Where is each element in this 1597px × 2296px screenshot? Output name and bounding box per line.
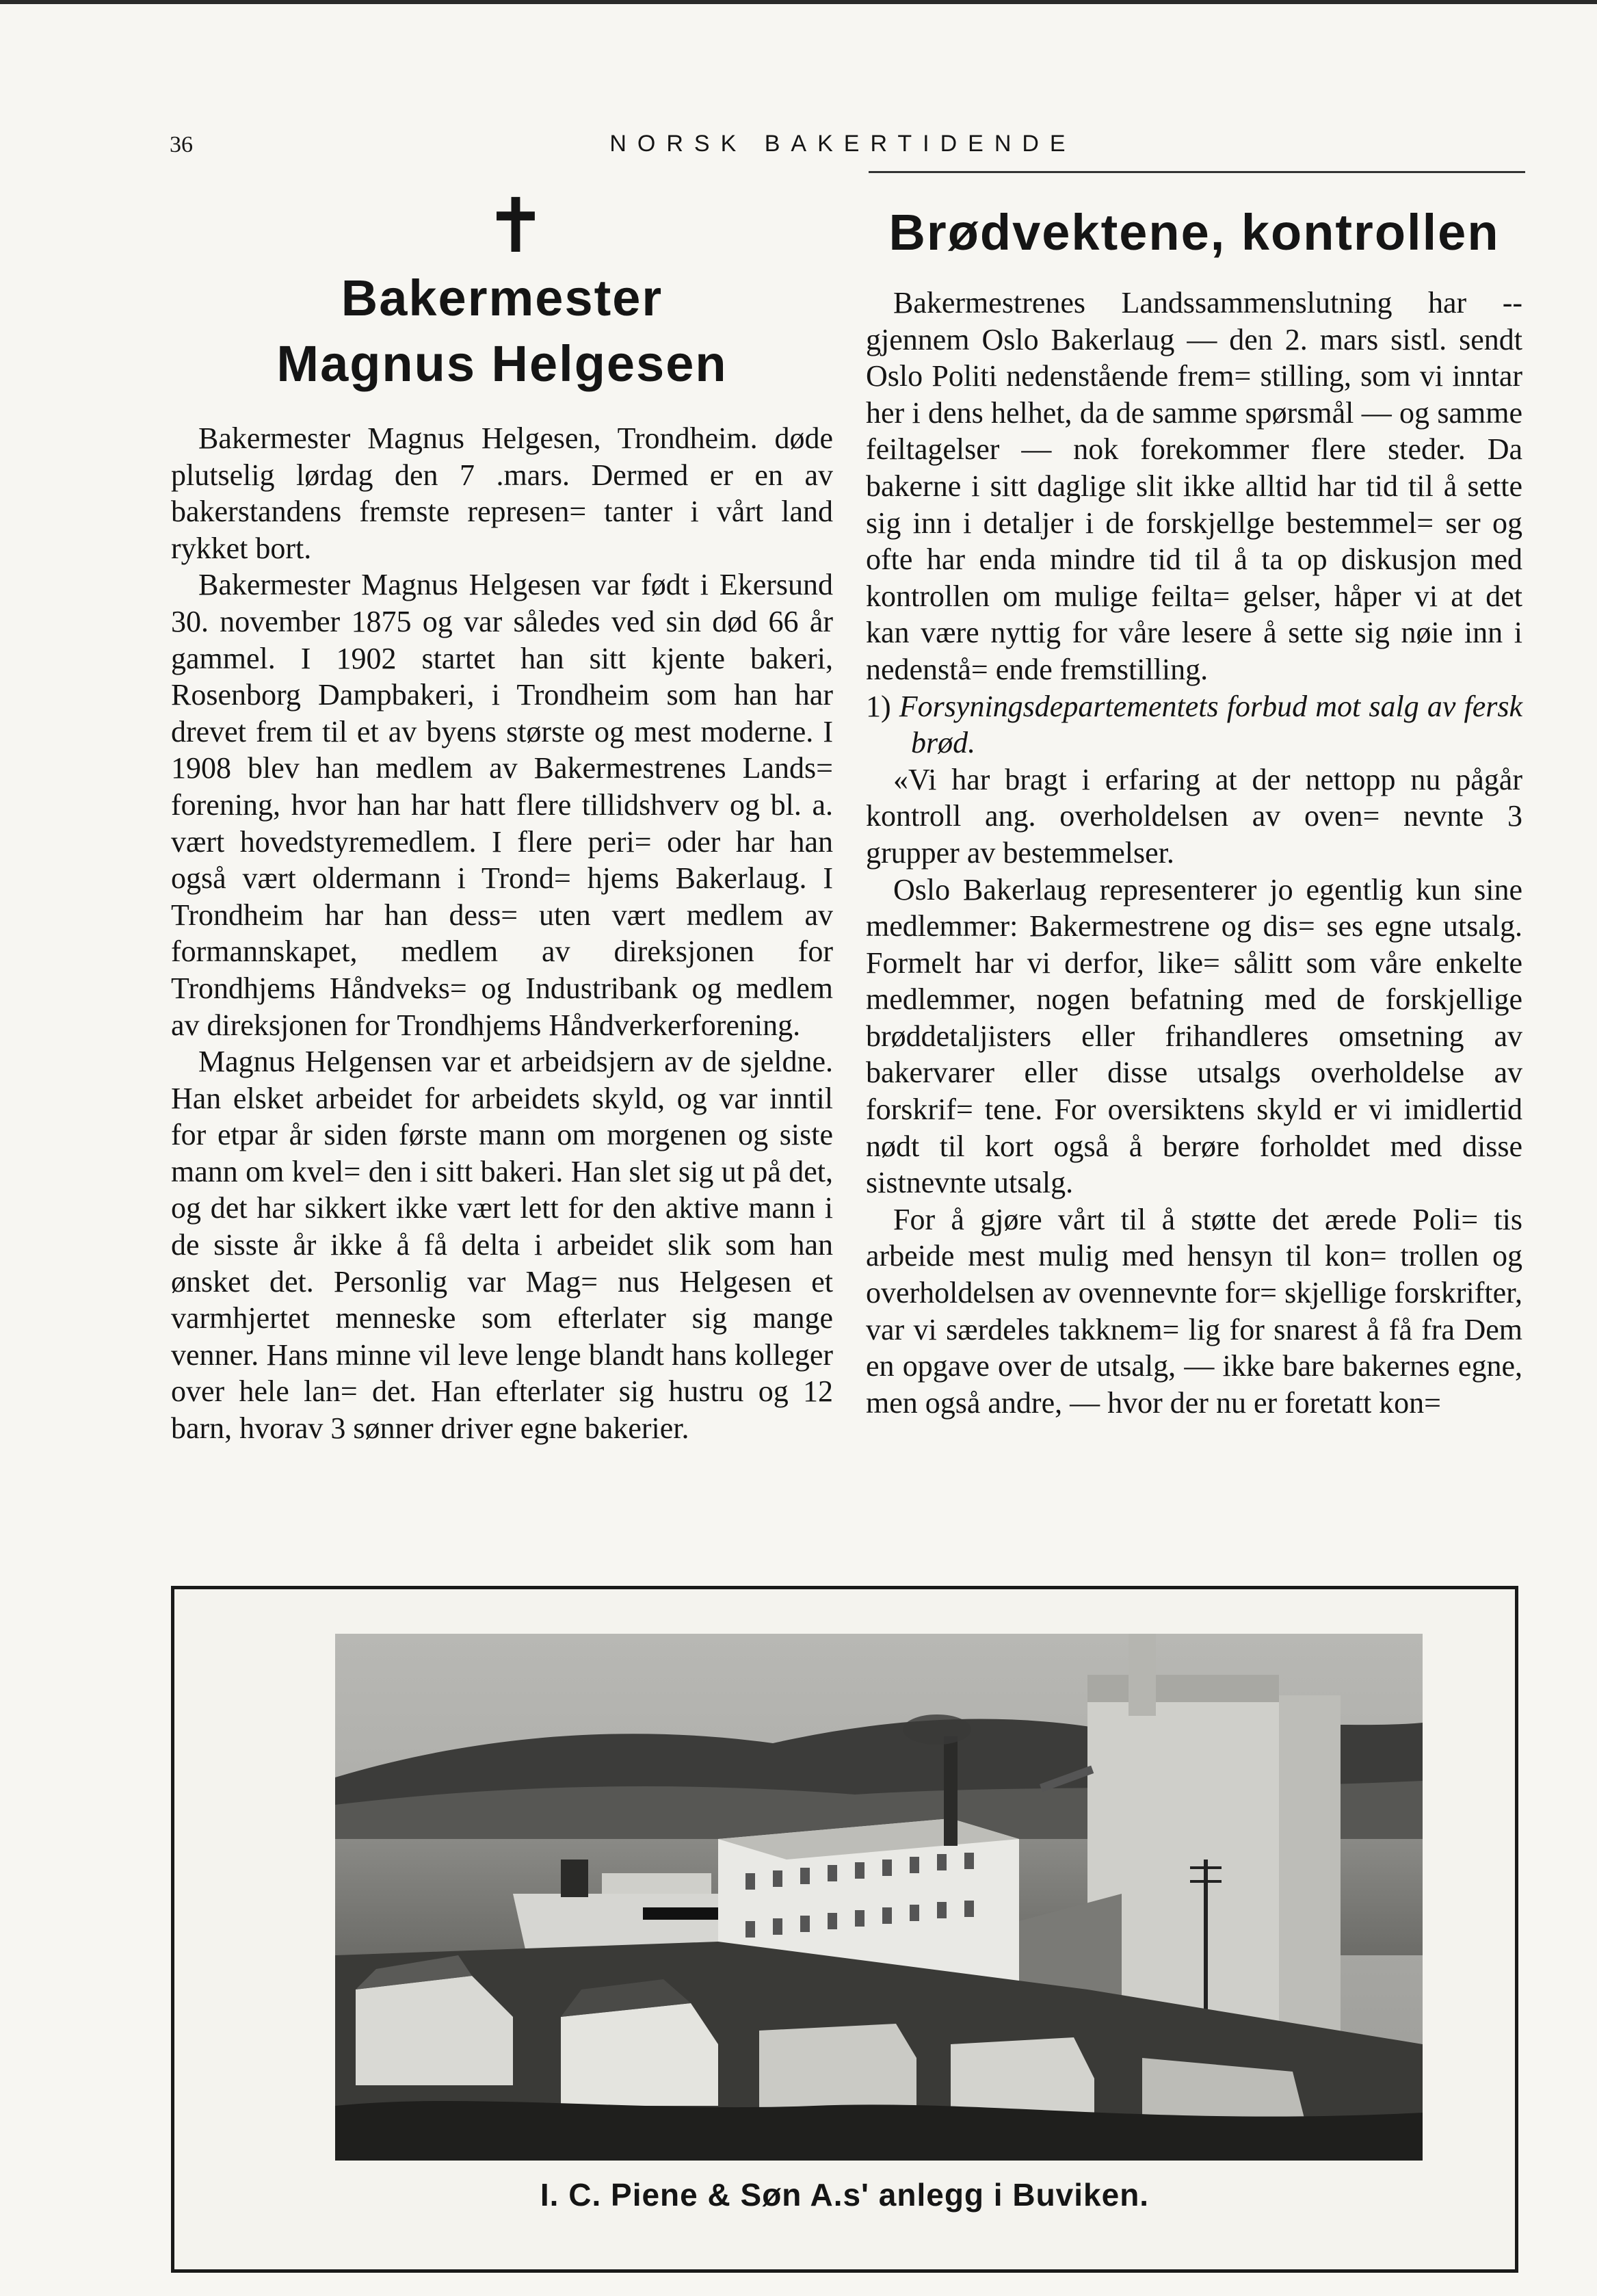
obituary-paragraph: Bakermester Magnus Helgesen var født i Ekersund 30. november 1875 og var således ved sin død 66 år gammel. I 1902 startet han sitt kjente bakeri, Rosenborg Dampbakeri, i Trondheim som han har drevet frem til et av byens største og mest moderne. I 1908 blev han medlem av Bakermestrenes Lands= forening, hvor han har hatt flere tillidshverv og bl. a. vært hovedstyremedlem. I flere peri= oder har han også vært oldermann i Trond= hjems Bakerlaug. I Trondheim har han dess= uten vært medlem av formannskapet, medlem av direksjonen for Trondhjems Håndveks= og Industribank og medlem av direksjonen for Trondhjems Håndverkerforening. [171, 568, 833, 1042]
page-header [164, 127, 1522, 168]
article-intro: Bakermestrenes Landssammenslutning har -- gjennem Oslo Bakerlaug — den 2. mars sistl. sendt Oslo Politi nedenstående frem= stilling, som vi inntar her i dens helhet, da de samme spørsmål — og samme feiltagelser — nok forekommer flere steder. Da bakerne i sitt daglige slit ikke alltid har tid til å sette sig inn i detaljer i de forskjellge bestemmel= ser og ofte har enda mindre tid til å ta op diskusjon med kontrollen om mulige feilta= gelser, håper vi at det kan være nyttig for våre lesere å sette sig nøie inn i nedenstå= ende fremstilling. [866, 286, 1522, 686]
article-title: Brødvektene, kontrollen [888, 204, 1500, 261]
factory-photo-illustration [335, 1634, 1423, 2161]
item-title: Forsyningsdepartementets forbud mot salg av fersk brød. [899, 689, 1523, 760]
article-column [866, 192, 1522, 1421]
obituary-paragraph: Magnus Helgensen var et arbeidsjern av de sjeldne. Han elsket arbeidet for arbeidets skyld, og var inntil for etpar år siden første mann om morgenen og siste mann om kvel= den i sitt bakeri. Han slet sig ut på det, og det har sikkert ikke vært lett for den aktive mann i de sisste år ikke å få delta i arbeidet slik som han ønsket det. Personlig var Mag= nus Helgesen et varmhjertet menneske som efterlater sig mange venner. Hans minne vil leve lenge blandt hans kolleger over hele lan= det. Han efterlater sig hustru og 12 barn, hvorav 3 sønner driver egne bakerier. [171, 1045, 833, 1446]
obituary-title [171, 265, 833, 397]
figure-frame [171, 1586, 1518, 2273]
factory-photo [335, 1634, 1423, 2161]
obituary-paragraph: Bakermester Magnus Helgesen, Trondheim. døde plutselig lørdag den 7 .mars. Dermed er en av bakerstandens fremste represen= tanter i vårt land rykket bort. [171, 421, 833, 565]
article-paragraph: «Vi har bragt i erfaring at der nettopp nu pågår kontroll ang. overholdelsen av oven= nevnte 3 grupper av bestemmelser. [866, 762, 1522, 870]
header-rule [869, 171, 1525, 173]
item-number: 1) [866, 689, 891, 723]
article-paragraph: For å gjøre vårt til å støtte det ærede Poli= tis arbeide mest mulig med hensyn til kon= trollen og overholdelsen av ovennevnte for= skjellige forskrifter, var vi særdeles takknem= lig for snarest å få fra Dem en opgave over de utsalg, — ikke bare bakernes egne, men også andre, — hvor der nu er foretatt kon= [866, 1202, 1522, 1420]
article-body [866, 285, 1522, 1421]
obituary-title-line-1: Bakermester [341, 270, 663, 326]
article-paragraph: Oslo Bakerlaug representerer jo egentlig kun sine medlemmer: Bakermestrene og dis= ses egne utsalg. Formelt har vi derfor, like= sålitt som våre enkelte medlemmer, nogen befatning med de forskjellige brøddetaljisters eller frihandleres omsetning av bakervarer eller disse utsalgs overholdelse av forskrif= tene. For oversiktens skyld er vi imidlertid nødt til kort også å berøre forholdet med disse sistnevnte utsalg. [866, 872, 1522, 1200]
page-number: 36 [170, 132, 193, 157]
article-item-heading [866, 688, 1522, 761]
cross-icon: ✝ [484, 182, 548, 270]
obituary-body [171, 420, 833, 1447]
publication-title: NORSK BAKERTIDENDE [609, 131, 1077, 157]
obituary-column [171, 182, 833, 1447]
figure-caption: I. C. Piene & Søn A.s' anlegg i Buviken. [540, 2177, 1150, 2213]
top-border-rule [0, 0, 1597, 4]
obituary-title-line-2: Magnus Helgesen [276, 335, 728, 392]
